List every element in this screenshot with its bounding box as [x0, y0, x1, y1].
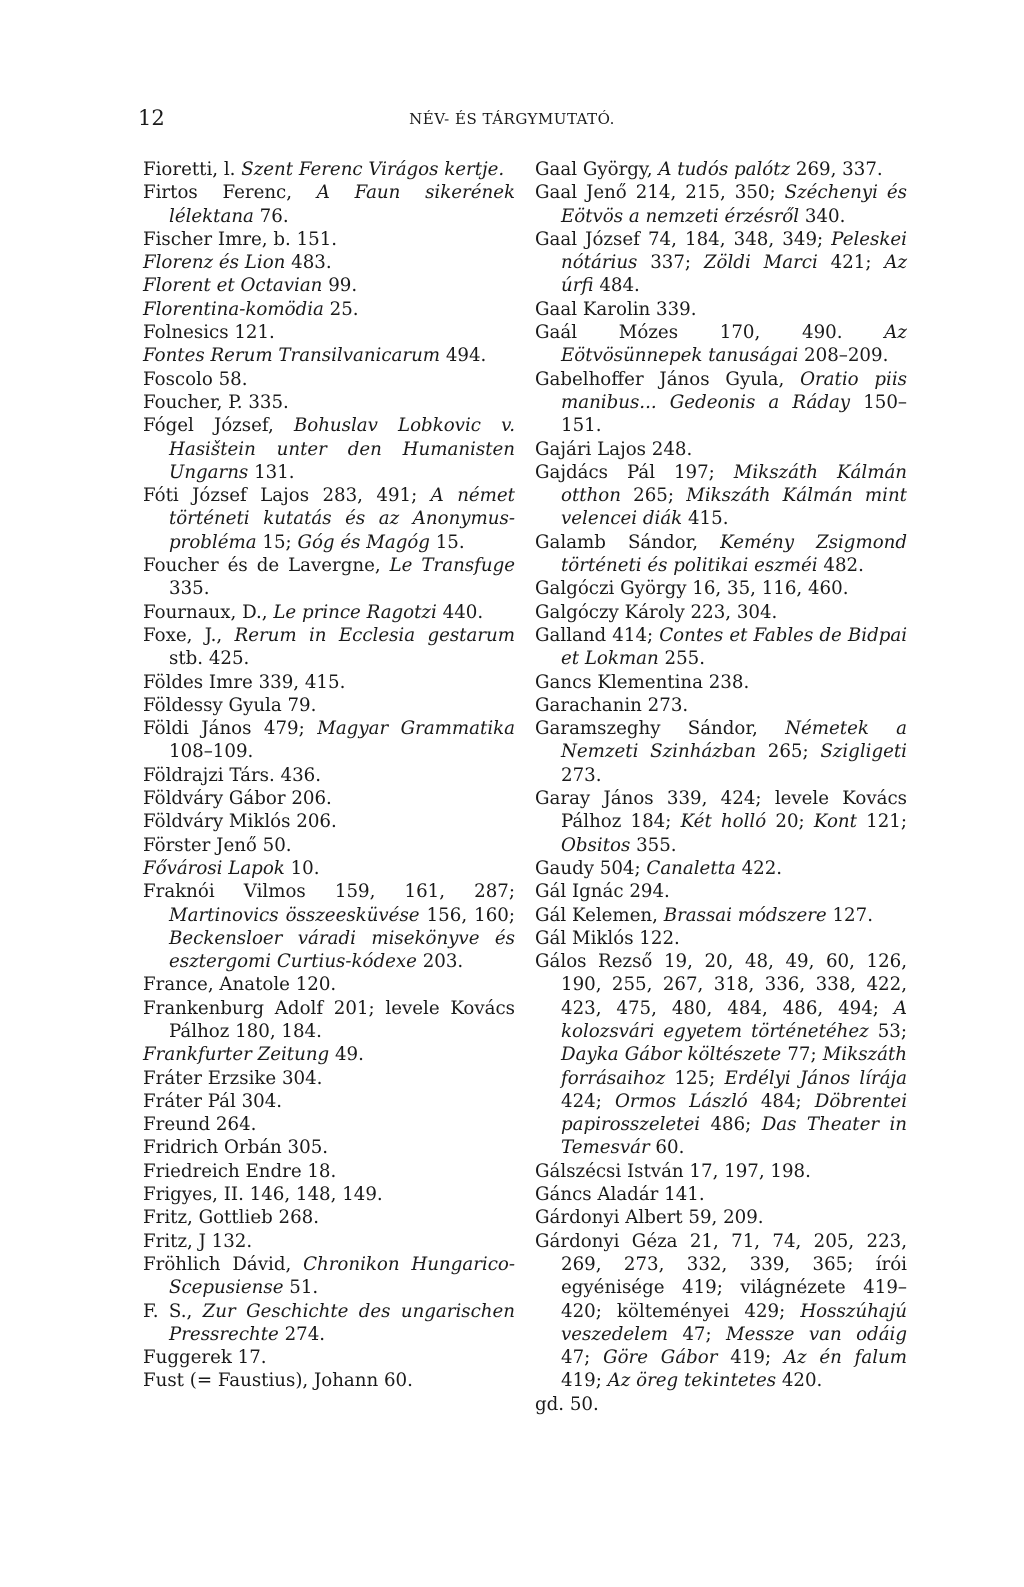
- index-entry: Fischer Imre, b. 151.: [143, 228, 338, 250]
- index-column-right: [535, 158, 907, 1416]
- index-entry: Galgóczi György 16, 35, 116, 460.: [535, 578, 849, 600]
- index-entry: Frigyes, II. 146, 148, 149.: [143, 1184, 383, 1206]
- index-entry: Florentina-komödia 25.: [143, 298, 359, 320]
- index-entry: Földes Imre 339, 415.: [143, 671, 346, 693]
- index-entry: Florenz és Lion 483.: [143, 252, 332, 274]
- running-title: NÉV- ÉS TÁRGYMUTATÓ.: [409, 110, 615, 128]
- index-entry: Földváry Miklós 206.: [143, 811, 337, 833]
- index-entry: Fővárosi Lapok 10.: [143, 857, 320, 879]
- index-entry: Gálszécsi István 17, 197, 198.: [535, 1160, 811, 1182]
- index-entry: Fontes Rerum Transilvanicarum 494.: [143, 345, 487, 367]
- index-entry: Fráter Pál 304.: [143, 1090, 283, 1112]
- index-entry: Gáncs Aladár 141.: [535, 1184, 705, 1206]
- index-entry: Fioretti, l. Szent Ferenc Virágos kertje.: [143, 159, 505, 180]
- index-entry: Fuggerek 17.: [143, 1347, 267, 1369]
- index-entry: Fournaux, D., Le prince Ragotzi 440.: [143, 601, 484, 623]
- index-entry: F. S., Zur Geschichte des ungarischen Pressrechte 274.: [143, 1300, 515, 1345]
- page-number: 12: [138, 106, 165, 130]
- index-entry: Gál Kelemen, Brassai módszere 127.: [535, 904, 873, 926]
- index-entry: Gárdonyi Géza 21, 71, 74, 205, 223, 269, 273, 332, 339, 365; írói egyénisége 419; világnézete 419–420; költeményei 429; Hosszúhajú veszedelem 47; Messze van odáig 47; Göre Gábor 419; Az én falum 419; Az öreg tekintetes 420.: [535, 1230, 907, 1392]
- index-entry: Fógel József, Bohuslav Lobkovic v. Hasištein unter den Humanisten Ungarns 131.: [143, 415, 515, 483]
- index-entry: Gancs Klementina 238.: [535, 671, 750, 693]
- index-entry: Fóti József Lajos 283, 491; A német történeti kutatás és az Anonymus-probléma 15; Góg és Magóg 15.: [143, 485, 515, 553]
- index-entry: Galamb Sándor, Kemény Zsigmond történeti és politikai eszméi 482.: [535, 531, 907, 577]
- index-entry: Gárdonyi Albert 59, 209.: [535, 1207, 764, 1229]
- index-entry: Foucher, P. 335.: [143, 391, 289, 413]
- index-entry: Frankfurter Zeitung 49.: [143, 1044, 364, 1066]
- index-entry: Gál Miklós 122.: [535, 927, 680, 949]
- index-entry: Földi János 479; Magyar Grammatika 108–109.: [143, 718, 515, 763]
- index-entry: France, Anatole 120.: [143, 974, 337, 996]
- index-entry: gd. 50.: [535, 1393, 599, 1415]
- index-entry: Földrajzi Társ. 436.: [143, 764, 322, 786]
- index-entry: Gálos Rezső 19, 20, 48, 49, 60, 126, 190, 255, 267, 318, 336, 338, 422, 423, 475, 480, 484, 486, 494; A kolozsvári egyetem történetéhez 53; Dayka Gábor költészete 77; Mikszáth forrásaihoz 125; Erdélyi János lírája 424; Ormos László 484; Döbrentei papirosszeletei 486; Das Theater in Temesvár 60.: [535, 951, 908, 1159]
- index-entry: Fridrich Orbán 305.: [143, 1137, 329, 1159]
- index-column-left: [143, 158, 515, 1393]
- index-entry: Gajdács Pál 197; Mikszáth Kálmán otthon 265; Mikszáth Kálmán mint velencei diák 415.: [535, 461, 907, 530]
- index-entry: Gabelhoffer János Gyula, Oratio piis manibus... Gedeonis a Ráday 150–151.: [535, 368, 907, 437]
- index-entry: Gál Ignác 294.: [535, 881, 670, 903]
- index-entry: Fritz, J 132.: [143, 1230, 253, 1252]
- index-entry: Gaal György, A tudós palótz 269, 337.: [535, 159, 883, 180]
- index-entry: Garay János 339, 424; levele Kovács Pálhoz 184; Két holló 20; Kont 121; Obsitos 355.: [535, 788, 907, 856]
- index-entry: Firtos Ferenc, A Faun sikerének lélektana 76.: [143, 182, 515, 227]
- index-entry: Gaal József 74, 184, 348, 349; Peleskei nótárius 337; Zöldi Marci 421; Az úrfi 484.: [535, 228, 908, 297]
- index-entry: Gaál Mózes 170, 490. Az Eötvösünnepek tanuságai 208–209.: [535, 322, 907, 367]
- index-entry: Gajári Lajos 248.: [535, 438, 693, 460]
- index-entry: Friedreich Endre 18.: [143, 1160, 337, 1182]
- index-entry: Freund 264.: [143, 1114, 257, 1136]
- index-entry: Foscolo 58.: [143, 368, 248, 390]
- index-entry: Garachanin 273.: [535, 694, 689, 716]
- index-entry: Fritz, Gottlieb 268.: [143, 1207, 319, 1229]
- index-entry: Gaal Karolin 339.: [535, 298, 697, 320]
- index-entry: Galgóczy Károly 223, 304.: [535, 601, 778, 623]
- index-entry: Földessy Gyula 79.: [143, 694, 317, 716]
- index-entry: Florent et Octavian 99.: [143, 275, 358, 297]
- index-entry: Fráter Erzsike 304.: [143, 1067, 323, 1089]
- index-entry: Frankenburg Adolf 201; levele Kovács Pálhoz 180, 184.: [143, 997, 515, 1042]
- index-entry: Förster Jenő 50.: [143, 834, 292, 856]
- index-entry: Foucher és de Lavergne, Le Transfuge 335.: [143, 555, 515, 600]
- index-entry: Galland 414; Contes et Fables de Bidpai et Lokman 255.: [535, 624, 908, 670]
- index-entry: Garamszeghy Sándor, Németek a Nemzeti Szinházban 265; Szigligeti 273.: [535, 718, 907, 786]
- index-entry: Fröhlich Dávid, Chronikon Hungarico-Scepusiense 51.: [143, 1253, 515, 1299]
- index-entry: Foxe, J., Rerum in Ecclesia gestarum stb. 425.: [143, 624, 515, 670]
- index-entry: Gaal Jenő 214, 215, 350; Széchenyi és Eötvös a nemzeti érzésről 340.: [535, 182, 907, 227]
- index-entry: Folnesics 121.: [143, 322, 275, 344]
- index-entry: Fust (= Faustius), Johann 60.: [143, 1370, 413, 1392]
- index-entry: Földváry Gábor 206.: [143, 788, 332, 810]
- index-entry: Gaudy 504; Canaletta 422.: [535, 857, 783, 879]
- index-entry: Fraknói Vilmos 159, 161, 287; Martinovics összeesküvése 156, 160; Beckensloer váradi misekönyve és esztergomi Curtius-kódexe 203.: [143, 881, 515, 973]
